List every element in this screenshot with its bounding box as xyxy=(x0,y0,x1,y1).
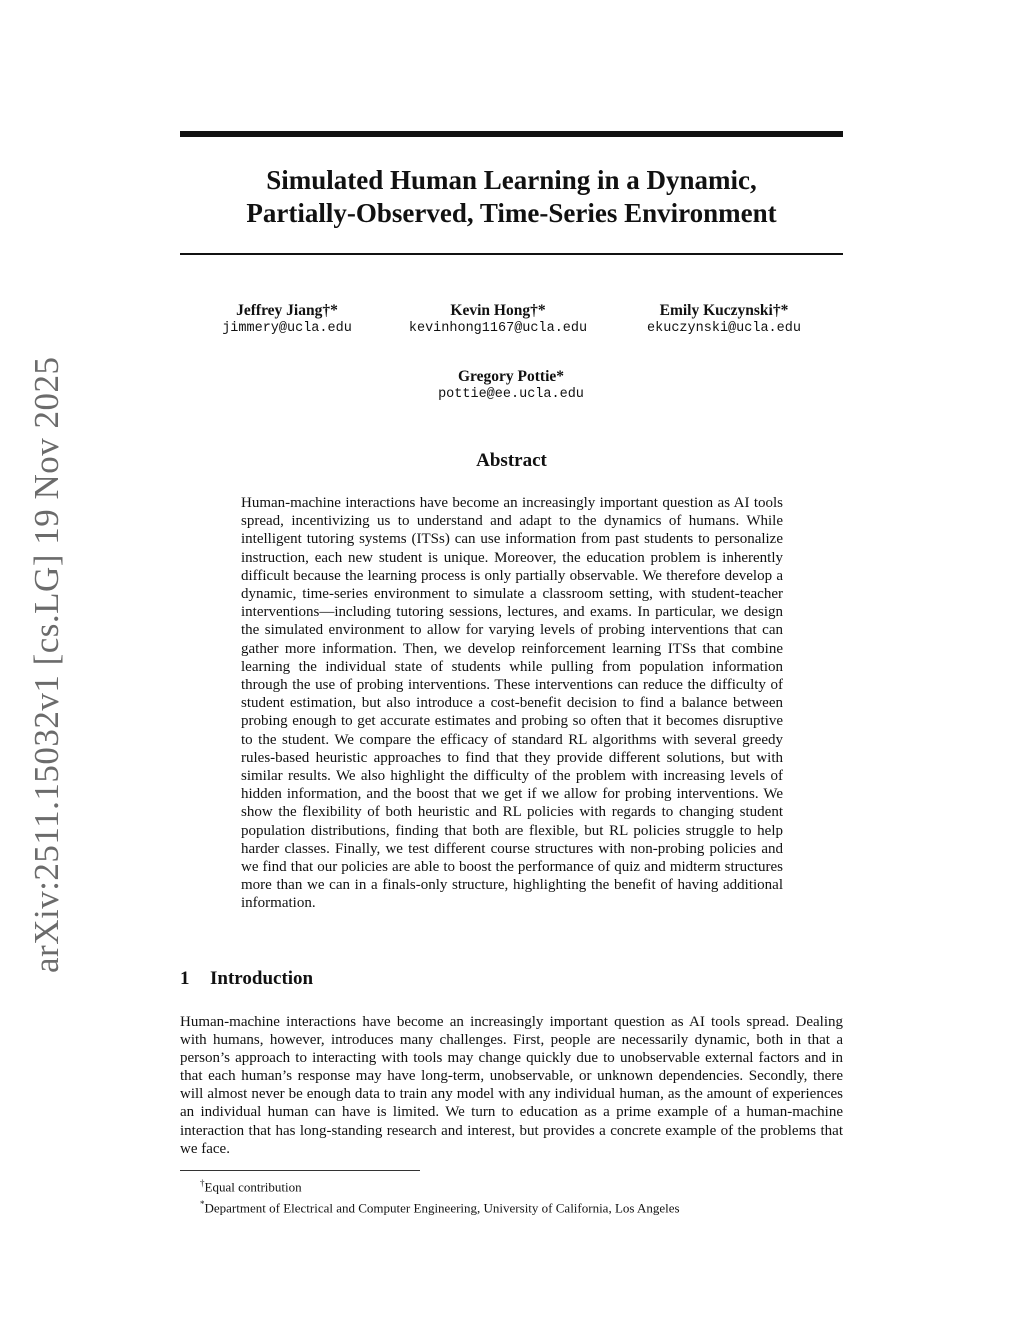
footnote-rule xyxy=(180,1170,420,1171)
abstract-text: Human-machine interactions have become an increasingly important question as AI tools spread, incentivizing us to understand and adapt to the dynamics of humans. While intelligent tutoring systems (ITSs) can use information from past students to personalize instruction, each new student is unique. Moreover, the education problem is inherently difficult because the learning process is only partially observable. We therefore develop a dynamic, time-series environment to simulate a classroom setting, with student-teacher interventions—including tutoring sessions, lectures, and exams. In particular, we design the simulated environment to allow for varying levels of probing interventions that can gather more information. Then, we develop reinforcement learning ITSs that combine learning the individual state of students while pulling from population information through the use of probing interventions. These interventions can reduce the difficulty of student estimation, but also introduce a cost-benefit decision to find a balance between probing enough to get accurate estimates and probing so often that it becomes disruptive to the student. We compare the efficacy of standard RL algorithms with several greedy rules-based heuristic approaches to find that they provide different solutions, but with similar results. We also highlight the difficulty of the problem with increasing levels of hidden information, and the boost that we get if we allow for probing interventions. We show the flexibility of both heuristic and RL policies with regards to changing student population distributions, finding that both are flexible, but RL policies struggle to help harder classes. Finally, we test different course structures with non-probing policies and we find that our policies are able to boost the performance of quiz and midterm structures more than we can in a finals-only structure, highlighting the benefit of having additional information. xyxy=(241,495,783,912)
footnote-text: Department of Electrical and Computer Engineering, University of California, Los Angeles xyxy=(204,1200,680,1216)
author-name: Gregory Pottie* xyxy=(457,368,565,385)
arxiv-stamp: arXiv:2511.15032v1 [cs.LG] 19 Nov 2025 xyxy=(27,356,66,974)
author-email: pottie@ee.ucla.edu xyxy=(438,387,584,402)
footnote-text: Equal contribution xyxy=(204,1179,302,1195)
section-number: 1 xyxy=(180,968,190,989)
footnote xyxy=(200,1196,840,1217)
author-email: kevinhong1167@ucla.edu xyxy=(408,321,588,336)
footnote-mark: † xyxy=(200,1178,205,1188)
footnote xyxy=(200,1175,840,1196)
author-block xyxy=(401,367,621,404)
author-name: Emily Kuczynski†* xyxy=(659,302,789,319)
title-line-1: Simulated Human Learning in a Dynamic, xyxy=(266,165,757,195)
footnotes xyxy=(200,1175,840,1217)
abstract-heading: Abstract xyxy=(476,450,547,471)
author-name: Jeffrey Jiang†* xyxy=(236,302,338,319)
author-name: Kevin Hong†* xyxy=(450,302,546,319)
section-title: Introduction xyxy=(210,968,314,989)
author-block xyxy=(614,301,834,338)
intro-paragraph: Human-machine interactions have become an increasingly important question as AI tools spread. Dealing with humans, however, introduces many challenges. First, people are necessarily dynamic, both in that a person’s approach to interacting with tools may change quickly due to unobservable external factors and in that each human’s response may have long-term, unobservable, or unknown dependencies. Secondly, there will almost never be enough data to train any model with any individual human, as the amount of experiences an individual human can have is limited. We turn to education as a prime example of a human-machine interaction that has long-standing research and interest, but provides a concrete example of the problems that we face. xyxy=(180,1014,843,1157)
title-line-2: Partially-Observed, Time-Series Environment xyxy=(246,198,777,228)
author-email: ekuczynski@ucla.edu xyxy=(647,321,801,336)
section-heading xyxy=(180,968,313,990)
author-block xyxy=(388,301,608,338)
author-block xyxy=(177,301,397,338)
paper-title xyxy=(180,164,843,230)
title-top-rule xyxy=(180,131,843,137)
footnote-mark: * xyxy=(200,1198,205,1209)
title-bottom-rule xyxy=(180,253,843,255)
author-email: jimmery@ucla.edu xyxy=(222,321,352,336)
